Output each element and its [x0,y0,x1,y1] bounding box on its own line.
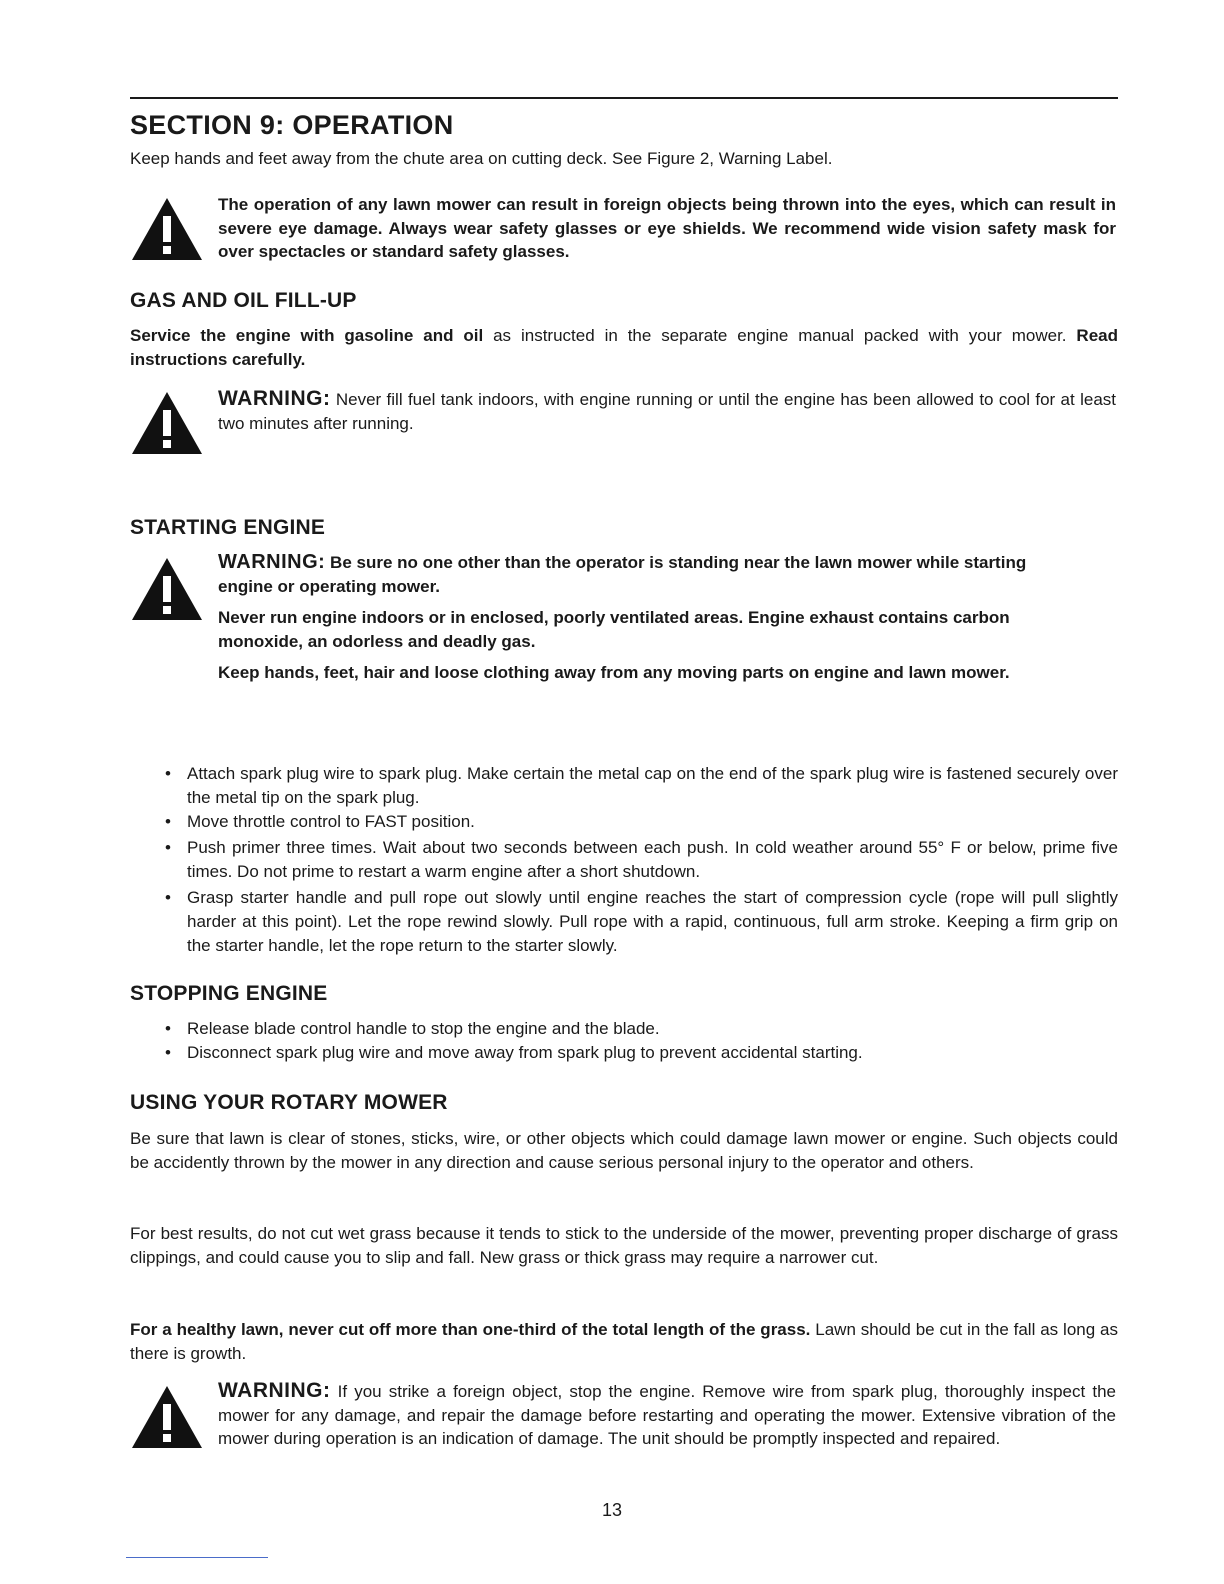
intro-text: Keep hands and feet away from the chute area on cutting deck. See Figure 2, Warning Label. [130,149,833,168]
eye-warning-text: The operation of any lawn mower can result in foreign objects being thrown into the eyes, which can result in severe eye damage. Always wear safety glasses or eye shields. We recommend wide vision safety mask for over spectacles or standard safety glasses. [218,195,1116,261]
gas-oil-text: as instructed in the separate engine manual packed with your mower. [483,326,1077,345]
warning-triangle-icon [130,556,204,622]
starting-warning-1-text: Be sure no one other than the operator is standing near the lawn mower while starting engine or operating mower. [218,553,1027,596]
list-item: • Disconnect spark plug wire and move away from spark plug to prevent accidental starting. [165,1041,1118,1065]
gas-oil-bold-1: Service the engine with gasoline and oil [130,326,484,345]
using-paragraph-2: For best results, do not cut wet grass because it tends to stick to the underside of the mower, preventing proper discharge of grass clippings, and could cause you to slip and fall. New grass or thick grass may require a narrower cut. [130,1224,1118,1267]
starting-warning-1 [218,551,1058,598]
section-title: SECTION 9: OPERATION [130,110,454,140]
using-paragraph-1: Be sure that lawn is clear of stones, sticks, wire, or other objects which could damage lawn mower or engine. Such objects could be accidently thrown by the mower in any direction and cause serious personal injury to the operator and others. [130,1129,1118,1172]
list-item: • Move throttle control to FAST position. [165,810,1118,834]
starting-warning [218,551,1058,685]
list-item: • Push primer three times. Wait about two seconds between each push. In cold weather around 55° F or below, prime five times. Do not prime to restart a warm engine after a short shutdown. [165,836,1118,884]
using-heading: USING YOUR ROTARY MOWER [130,1091,448,1114]
warning-triangle-icon [130,390,204,456]
bottom-rule [126,1557,268,1558]
starting-steps [165,762,1118,958]
fuel-warning-label: WARNING: [218,387,331,410]
starting-heading: STARTING ENGINE [130,516,326,539]
list-item: • Grasp starter handle and pull rope out slowly until engine reaches the start of compression cycle (rope will pull slightly harder at this point). Let the rope rewind slowly. Pull rope with a rapid, continuous, full arm stroke. Keeping a firm grip on the starter handle, let the rope return to the starter slowly. [165,886,1118,958]
gas-oil-heading: GAS AND OIL FILL-UP [130,289,357,312]
healthy-lawn-bold: For a healthy lawn, never cut off more than one-third of the total length of the grass. [130,1320,811,1339]
starting-warning-label: WARNING: [218,551,326,573]
page-number: 13 [601,1500,623,1520]
list-item: • Attach spark plug wire to spark plug. Make certain the metal cap on the end of the spark plug wire is fastened securely over the metal tip on the spark plug. [165,762,1118,810]
healthy-lawn-text: Lawn should be cut in the fall as long as there is growth. [130,1320,1118,1363]
foreign-object-warning [218,1379,1116,1451]
list-item: • Release blade control handle to stop the engine and the blade. [165,1017,1118,1041]
gas-oil-bold-2: Read instructions carefully. [130,326,1118,369]
eye-warning [218,193,1116,264]
using-paragraph-3 [130,1318,1118,1365]
foreign-object-warning-body: If you strike a foreign object, stop the engine. Remove wire from spark plug, thoroughly inspect the mower for any damage, and repair the damage before restarting and operating the mower. Extensive vibration of the mower during operation is an indication of damage. The unit should be promptly inspected and repaired. [218,1382,1116,1448]
stopping-steps [165,1017,1118,1065]
stopping-heading: STOPPING ENGINE [130,982,328,1005]
fuel-warning [218,387,1116,435]
starting-warning-2: Never run engine indoors or in enclosed, poorly ventilated areas. Engine exhaust contains carbon monoxide, an odorless and deadly gas. [218,608,1010,651]
warning-triangle-icon [130,1384,204,1450]
gas-oil-paragraph [130,324,1118,371]
foreign-object-warning-text [218,1379,1116,1451]
warning-triangle-icon [130,196,204,262]
foreign-object-warning-label: WARNING: [218,1379,331,1402]
fuel-warning-text [218,387,1116,435]
starting-warning-3: Keep hands, feet, hair and loose clothing away from any moving parts on engine and lawn mower. [218,663,1010,682]
fuel-warning-body: Never fill fuel tank indoors, with engine running or until the engine has been allowed to cool for at least two minutes after running. [218,390,1116,433]
top-rule [130,97,1118,99]
